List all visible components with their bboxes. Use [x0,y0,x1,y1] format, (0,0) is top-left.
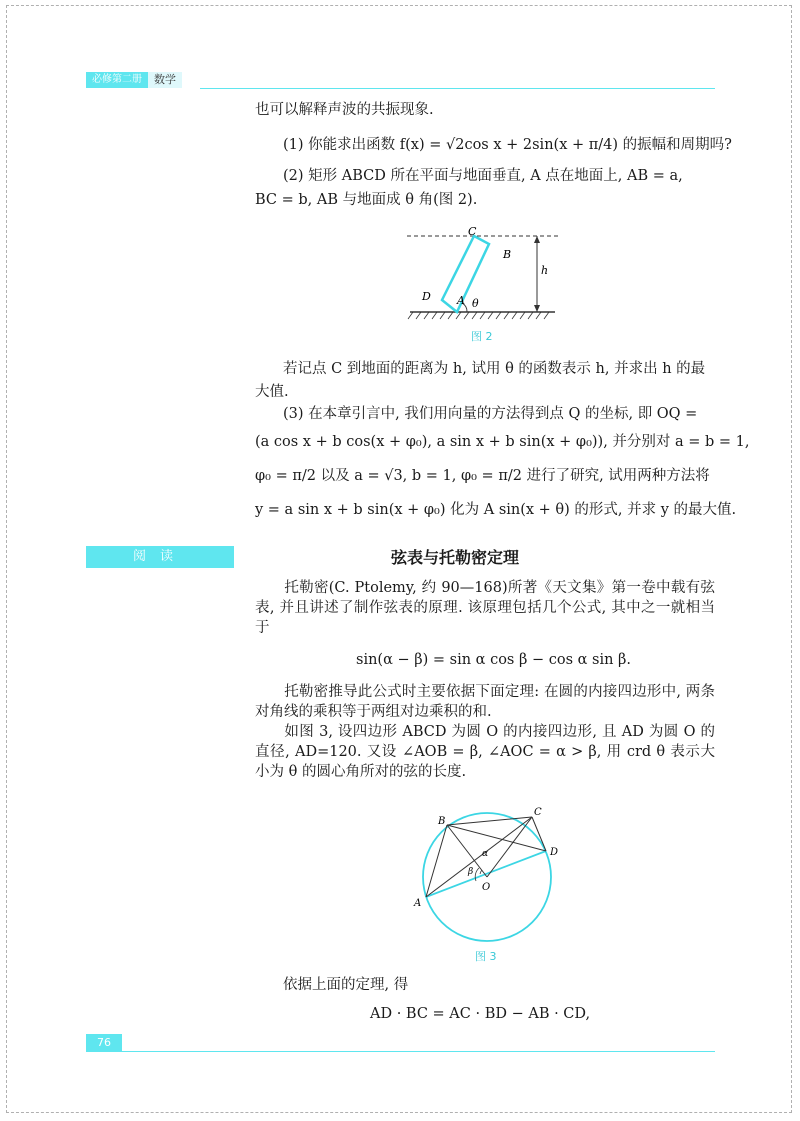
page-number: 76 [86,1034,122,1052]
reading-banner: 阅读 [86,546,234,568]
question-2-line-1: (2) 矩形 ABCD 所在平面与地面垂直, A 点在地面上, AB = a, [283,168,683,184]
label-d: D [550,847,559,858]
label-o: O [482,882,491,893]
subject-label: 数学 [148,72,182,88]
question-3-line-1: (3) 在本章引言中, 我们用向量的方法得到点 Q 的坐标, 即 OQ = [283,406,698,422]
label-b: B [438,816,446,827]
question-2-line-4: 大值. [255,384,289,400]
label-c: C [534,807,542,818]
question-3-line-4: y = a sin x + b sin(x + φ₀) 化为 A sin(x + θ) 的形式, 并求 y 的最大值. [255,502,737,518]
question-2-line-3: 若记点 C 到地面的距离为 h, 试用 θ 的函数表示 h, 并求出 h 的最 [283,361,706,377]
question-1: (1) 你能求出函数 f(x) = √2cos x + 2sin(x + π/4) 的振幅和周期吗? [283,137,732,153]
figure-3-diagram [410,806,570,946]
reading-paragraph-4: 依据上面的定理, 得 [283,977,409,993]
section-title: 弦表与托勒密定理 [390,548,519,567]
running-header [86,72,182,88]
label-b: B [503,248,512,261]
label-a: A [457,294,465,307]
question-3-line-2: (a cos x + b cos(x + φ₀), a sin x + b sin(x + φ₀)), 并分别对 a = b = 1, [255,434,750,450]
figure-2-caption: 图 2 [471,330,493,343]
label-alpha: α [482,849,489,859]
reading-paragraph-1-text: 托勒密(C. Ptolemy, 约 90—168)所著《天文集》第一卷中载有弦表, 并且讲述了制作弦表的原理. 该原理包括几个公式, 其中之一就相当于 [255,580,715,636]
label-d: D [422,290,431,303]
label-c: C [468,225,477,238]
formula-2: AD · BC = AC · BD − AB · CD, [370,1006,591,1022]
reading-paragraph-3-text: 如图 3, 设四边形 ABCD 为圆 O 的内接四边形, 且 AD 为圆 O 的直径, AD=120. 又设 ∠AOB = β, ∠AOC = α > β, 用 crd θ 表示大小为 θ 的圆心角所对的弦的长度. [255,724,715,780]
label-beta: β [468,867,474,877]
reading-paragraph-2-text: 托勒密推导此公式时主要依据下面定理: 在圆的内接四边形中, 两条对角线的乘积等于两组对边乘积的和. [255,684,715,720]
text-line: 也可以解释声波的共振现象. [255,102,434,118]
reading-paragraph-1 [255,578,715,638]
header-rule [200,88,715,89]
reading-paragraph-3 [255,722,715,782]
question-3-line-3: φ₀ = π/2 以及 a = √3, b = 1, φ₀ = π/2 进行了研究, 试用两种方法将 [255,468,710,484]
figure-3-caption: 图 3 [475,950,497,963]
rectangle-abcd [442,236,489,312]
label-h: h [541,264,549,277]
label-a: A [414,898,422,909]
reading-paragraph-2 [255,682,715,722]
footer-rule [122,1051,715,1052]
label-theta: θ [472,297,479,310]
question-2-line-2: BC = b, AB 与地面成 θ 角(图 2). [255,192,478,208]
book-label: 必修第二册 [86,72,148,88]
formula-1: sin(α − β) = sin α cos β − cos α sin β. [356,652,632,668]
figure-2-diagram [405,224,565,324]
